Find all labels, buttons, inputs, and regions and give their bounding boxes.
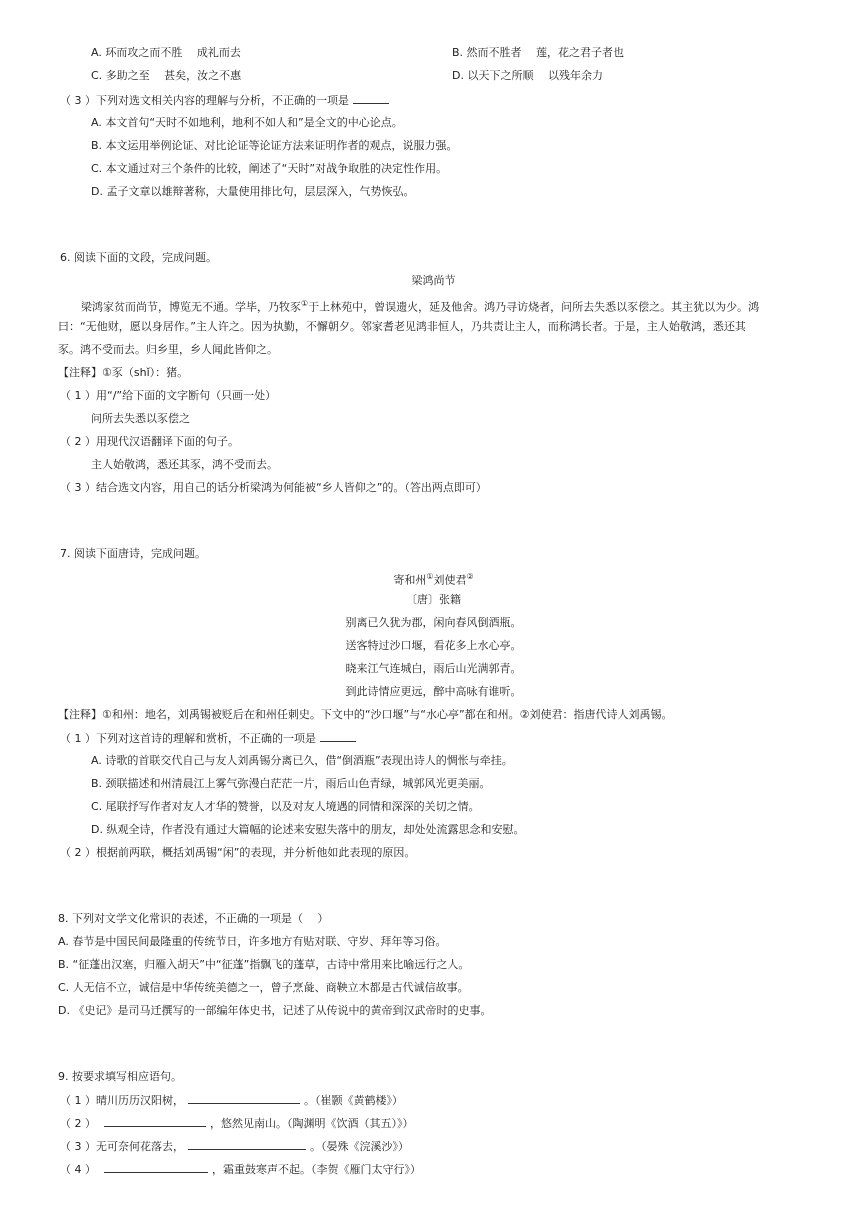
- q6-passage-title: 梁鸿尚节: [411, 274, 456, 287]
- note-marker: ②: [466, 572, 474, 581]
- answer-blank[interactable]: [353, 92, 389, 104]
- q9-line-text: ，霜重鼓寒声不起。（李贺《雁门太守行》）: [212, 1163, 421, 1176]
- q7-sub1-option-b: B. 颈联描述和州清晨江上雾气弥漫白茫茫一片，雨后山色青绿，城郭风光更美丽。: [91, 777, 491, 790]
- q8-option-b: B. “征蓬出汉塞，归雁入胡天”中“征蓬”指飘飞的蓬草，古诗中常用来比喻远行之人。: [58, 958, 470, 971]
- q6-sub1: （ 1 ）用“/”给下面的文字断句（只画一处）: [60, 389, 277, 402]
- q9-line-3: [60, 1138, 409, 1155]
- q6-passage-line-2: 曰：“无他财，愿以身居作。”主人许之。因为执勤，不懈朝夕。邻家耆老见鸿非恒人，乃共责让主人，而称鸿长者。于是，主人始敬鸿，悉还其: [58, 320, 746, 333]
- q5-sub3-option-d: D. 孟子文章以雄辩著称，大量使用排比句，层层深入，气势恢弘。: [91, 185, 415, 198]
- q6-sub1-text: 问所去失悉以豕偿之: [91, 412, 190, 425]
- q5-option-a: A. 环而攻之而不胜 成礼而去: [91, 46, 241, 59]
- q5-sub3-text: （ 3 ）下列对选文相关内容的理解与分析，不正确的一项是: [60, 94, 349, 107]
- q7-poem-title: [0, 569, 867, 589]
- q8-stem: 8. 下列对文学文化常识的表述，不正确的一项是（ ）: [58, 912, 329, 925]
- q7-sub1-text: （ 1 ）下列对这首诗的理解和赏析，不正确的一项是: [60, 732, 316, 745]
- q9-line-text: （ 2 ）: [60, 1117, 96, 1130]
- q8-option-c: C. 人无信不立，诚信是中华传统美德之一，曾子烹彘、商鞅立木都是古代诚信故事。: [58, 981, 469, 994]
- q5-sub3-question: [60, 92, 389, 109]
- q7-sub1-option-a: A. 诗歌的首联交代自己与友人刘禹锡分离已久，借“倒酒瓶”表现出诗人的惆怅与牵挂。: [91, 754, 513, 767]
- q9-line-text: （ 3 ）无可奈何花落去，: [60, 1140, 184, 1153]
- q9-line-text: ，悠然见南山。（陶渊明《饮酒（其五）》）: [210, 1117, 414, 1130]
- q5-option-d: D. 以天下之所顺 以残年余力: [452, 69, 603, 82]
- note-marker: ①: [301, 299, 309, 308]
- q9-line-text: （ 1 ）晴川历历汉阳树，: [60, 1094, 184, 1107]
- q9-stem: 9. 按要求填写相应语句。: [58, 1070, 182, 1083]
- note-marker: ①: [426, 572, 434, 581]
- q7-sub2: （ 2 ）根据前两联，概括刘禹锡“闲”的表现，并分析他如此表现的原因。: [60, 846, 416, 859]
- q6-passage-text: 梁鸿家贫而尚节，博览无不通。学毕，乃牧豕: [81, 300, 301, 314]
- fill-blank[interactable]: [188, 1092, 300, 1104]
- q7-stem: 7. 阅读下面唐诗，完成问题。: [60, 547, 206, 560]
- q6-note: 【注释】①豕（shǐ）：猪。: [58, 366, 189, 379]
- q6-passage-text: 于上林苑中，曾误遗火，延及他舍。鸿乃寻访烧者，问所去失悉以豕偿之。其主犹以为少。鸿: [308, 300, 760, 314]
- q9-line-text: 。（崔颢《黄鹤楼》）: [304, 1094, 403, 1107]
- q6-stem: 6. 阅读下面的文段，完成问题。: [60, 251, 217, 264]
- q9-line-1: [60, 1092, 403, 1109]
- q6-sub2: （ 2 ）用现代汉语翻译下面的句子。: [60, 435, 239, 448]
- q9-line-2: [60, 1115, 414, 1132]
- q6-passage-line-1: [81, 296, 759, 316]
- q5-option-c: C. 多助之至 甚矣，汝之不惠: [91, 69, 242, 82]
- q8-option-a: A. 春节是中国民间最隆重的传统节日，许多地方有贴对联、守岁、拜年等习俗。: [58, 935, 447, 948]
- q7-poem-line-4: 到此诗情应更远，醉中高咏有谁听。: [345, 685, 522, 698]
- q7-sub1-question: [60, 730, 356, 747]
- q5-sub3-option-b: B. 本文运用举例论证、对比论证等论证方法来证明作者的观点，说服力强。: [91, 139, 458, 152]
- q7-sub1-option-d: D. 纵观全诗，作者没有通过大篇幅的论述来安慰失落中的朋友，却处处流露思念和安慰。: [91, 823, 525, 836]
- q7-poem-author: 〔唐〕张籍: [406, 593, 461, 606]
- answer-blank[interactable]: [320, 730, 356, 742]
- q7-poem-line-1: 别离已久犹为郡，闲向春风倒酒瓶。: [345, 616, 522, 629]
- q8-option-d: D. 《史记》是司马迁撰写的一部编年体史书，记述了从传说中的黄帝到汉武帝时的史事。: [58, 1004, 492, 1017]
- q6-sub2-text: 主人始敬鸿，悉还其豕，鸿不受而去。: [91, 458, 278, 471]
- q9-line-text: （ 4 ）: [60, 1163, 96, 1176]
- fill-blank[interactable]: [104, 1161, 208, 1173]
- fill-blank[interactable]: [188, 1138, 306, 1150]
- q7-note: 【注释】①和州：地名，刘禹锡被贬后在和州任刺史。下文中的“沙口堰”与“水心亭”都在和州。②刘使君：指唐代诗人刘禹锡。: [58, 708, 673, 721]
- q5-sub3-option-a: A. 本文首句“天时不如地利，地利不如人和”是全文的中心论点。: [91, 116, 403, 129]
- q5-option-b: B. 然而不胜者 莲，花之君子者也: [452, 46, 625, 59]
- q9-line-text: 。（晏殊《浣溪沙》）: [310, 1140, 409, 1153]
- q7-sub1-option-c: C. 尾联抒写作者对友人才华的赞誉，以及对友人境遇的同情和深深的关切之情。: [91, 800, 480, 813]
- q7-poem-title-text: 刘使君: [433, 573, 467, 587]
- q7-poem-line-3: 晓来江气连城白，雨后山光满郭青。: [345, 662, 522, 675]
- q5-sub3-option-c: C. 本文通过对三个条件的比较，阐述了“天时”对战争取胜的决定性作用。: [91, 162, 448, 175]
- q9-line-4: [60, 1161, 421, 1178]
- q6-passage-line-3: 豕。鸿不受而去。归乡里，乡人闻此皆仰之。: [58, 343, 278, 356]
- q7-poem-line-2: 送客特过沙口堰，看花多上水心亭。: [345, 639, 522, 652]
- q7-poem-title-text: 寄和州: [393, 573, 427, 587]
- fill-blank[interactable]: [104, 1115, 206, 1127]
- q6-sub3: （ 3 ）结合选文内容，用自己的话分析梁鸿为何能被“乡人皆仰之”的。（答出两点即可）: [60, 481, 487, 494]
